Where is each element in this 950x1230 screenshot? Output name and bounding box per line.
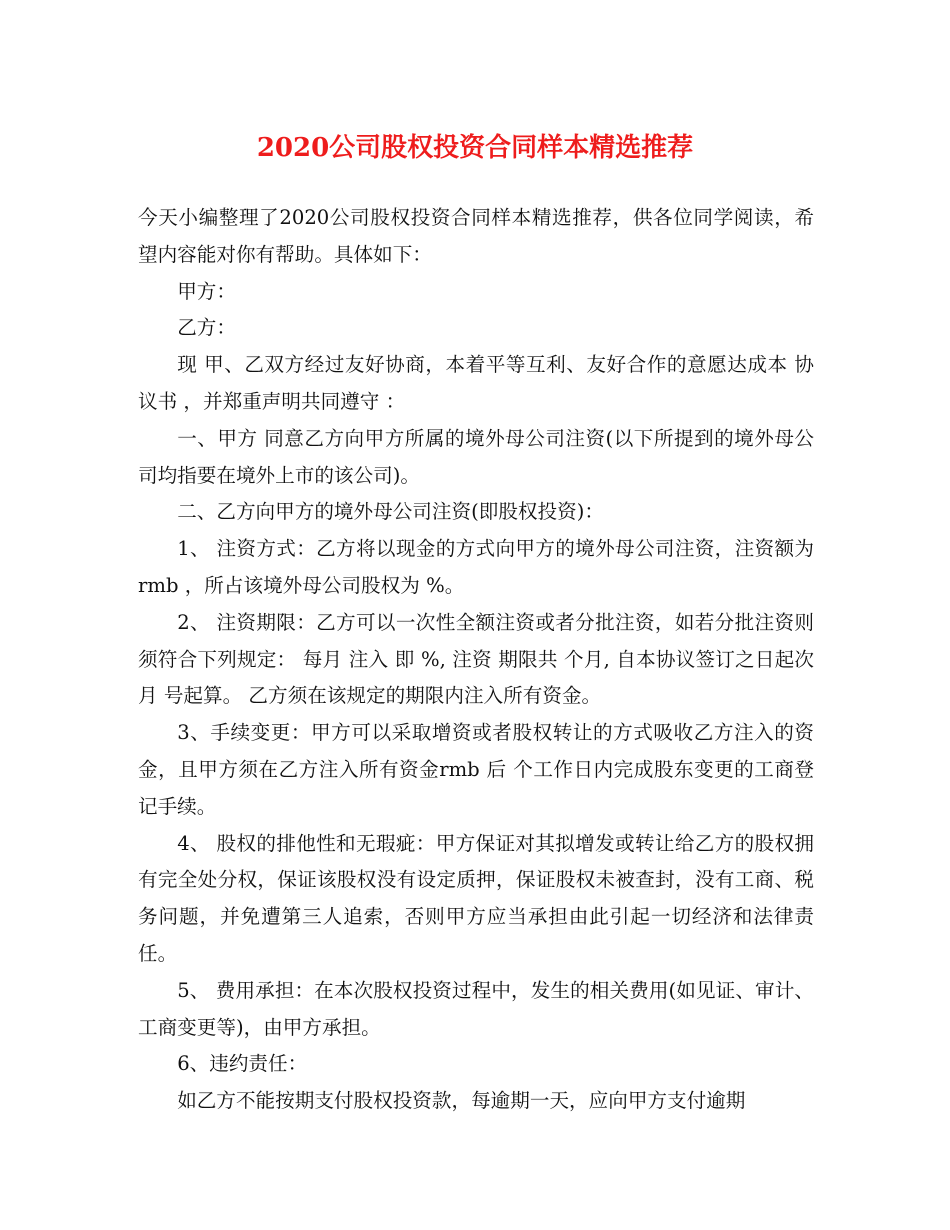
clause-2-item-3: 3、手续变更：甲方可以采取增资或者股权转让的方式吸收乙方注入的资金，且甲方须在乙方注入所有资金rmb 后 个工作日内完成股东变更的工商登记手续。 bbox=[138, 721, 814, 818]
intro-paragraph: 今天小编整理了2020公司股权投资合同样本精选推荐，供各位同学阅读，希望内容能对你有帮助。具体如下： bbox=[138, 206, 814, 266]
clause-2-item-5: 5、 费用承担：在本次股权投资过程中，发生的相关费用(如见证、审计、工商变更等)，由甲方承担。 bbox=[138, 978, 814, 1039]
breach-paragraph: 如乙方不能按期支付股权投资款，每逾期一天，应向甲方支付逾期 bbox=[177, 1089, 746, 1113]
clause-2-item-6: 6、违约责任： bbox=[177, 1052, 308, 1076]
clause-2-item-4: 4、 股权的排他性和无瑕疵：甲方保证对其拟增发或转让给乙方的股权拥有完全处分权，保证该股权没有设定质押，保证股权未被查封，没有工商、税务问题，并免遭第三人追索，否则甲方应当承担由此引起一切经济和法律责任。 bbox=[138, 831, 814, 965]
clause-2-item-1: 1、 注资方式：乙方将以现金的方式向甲方的境外母公司注资，注资额为rmb ，所占该境外母公司股权为 %。 bbox=[138, 537, 814, 597]
party-a-line: 甲方： bbox=[177, 279, 236, 303]
document-body bbox=[138, 200, 814, 1120]
clause-1: 一、甲方 同意乙方向甲方所属的境外母公司注资(以下所提到的境外母公司均指要在境外上市的该公司)。 bbox=[138, 426, 814, 487]
clause-2-heading: 二、乙方向甲方的境外母公司注资(即股权投资)： bbox=[177, 500, 604, 524]
clause-2-item-2: 2、 注资期限：乙方可以一次性全额注资或者分批注资，如若分批注资则须符合下列规定： 每月 注入 即 %, 注资 期限共 个月, 自本协议签订之日起次月 号起算。 乙方须在该规定的期限内注入所有资金。 bbox=[138, 610, 814, 708]
party-b-line: 乙方： bbox=[177, 316, 236, 340]
agreement-preamble: 现 甲、乙双方经过友好协商，本着平等互利、友好合作的意愿达成本 协议书 ，并郑重声明共同遵守 ： bbox=[138, 353, 814, 413]
document-title: 2020公司股权投资合同样本精选推荐 bbox=[256, 133, 694, 163]
